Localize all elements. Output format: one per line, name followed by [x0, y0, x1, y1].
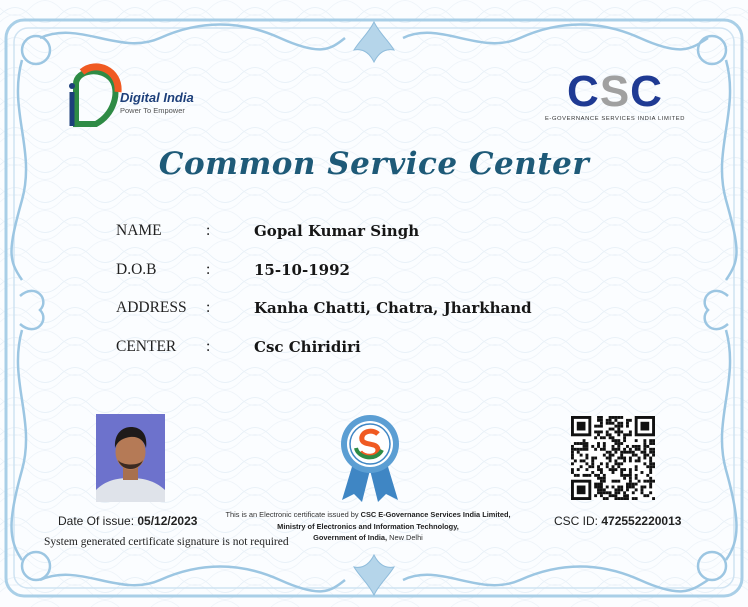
issued-by-prefix: This is an Electronic certificate issued by — [225, 510, 359, 519]
issued-by-statement — [210, 509, 526, 544]
detail-label: NAME — [116, 222, 162, 239]
detail-value: Kanha Chatti, Chatra, Jharkhand — [254, 299, 532, 317]
csc-id-label: CSC ID: — [554, 514, 599, 528]
issued-by-ministry: Ministry of Electronics and Information Technology, — [277, 521, 459, 531]
csc-award-seal-icon — [332, 414, 408, 502]
person-photo — [96, 414, 165, 502]
issue-date-label: Date Of issue: — [58, 514, 135, 528]
csc-logo-subtitle: E-GOVERNANCE SERVICES INDIA LIMITED — [544, 116, 686, 122]
issued-by-org: CSC E-Governance Services India Limited, — [360, 510, 511, 519]
certificate-title: Common Service Center — [158, 146, 590, 182]
signature-note: System generated certificate signature is not required — [44, 536, 289, 548]
digital-india-title: Digital India — [120, 90, 194, 105]
csc-logo — [540, 67, 690, 130]
detail-label: ADDRESS — [116, 299, 187, 316]
digital-india-tagline: Power To Empower — [120, 106, 185, 115]
detail-separator: : — [206, 261, 211, 278]
csc-id-value: 472552220013 — [601, 514, 682, 528]
qr-code — [571, 416, 655, 500]
detail-value: 15-10-1992 — [254, 261, 350, 279]
detail-value: Gopal Kumar Singh — [254, 222, 420, 240]
detail-label: D.O.B — [116, 261, 157, 278]
issued-by-government: Government of India, — [313, 533, 388, 542]
digital-india-logo — [62, 62, 202, 132]
detail-value: Csc Chiridiri — [254, 338, 361, 356]
issued-by-city: New Delhi — [389, 533, 423, 542]
detail-separator: : — [206, 222, 211, 239]
digital-india-emblem-icon — [62, 62, 122, 132]
detail-label: CENTER — [116, 338, 177, 355]
issue-date-value: 05/12/2023 — [137, 514, 198, 528]
csc-logo-letters: CSC — [567, 67, 663, 116]
detail-separator: : — [206, 299, 211, 316]
csc-id — [554, 514, 681, 528]
issue-date — [58, 514, 197, 528]
detail-separator: : — [206, 338, 211, 355]
